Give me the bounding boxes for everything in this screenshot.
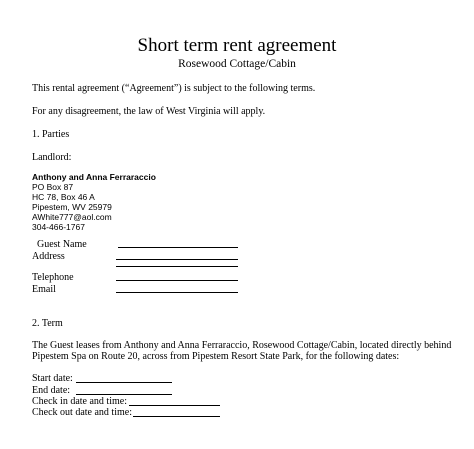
checkin-field[interactable] bbox=[129, 405, 220, 406]
email-label: Email bbox=[32, 284, 56, 295]
telephone-label: Telephone bbox=[32, 272, 74, 283]
landlord-name: Anthony and Anna Ferraraccio bbox=[32, 172, 156, 182]
end-date-field[interactable] bbox=[76, 394, 172, 395]
law-text: For any disagreement, the law of West Virginia will apply. bbox=[32, 106, 266, 117]
section-term-heading: 2. Term bbox=[32, 318, 63, 329]
address-field[interactable] bbox=[116, 259, 238, 260]
end-date-label: End date: bbox=[32, 385, 71, 396]
landlord-hc: HC 78, Box 46 A bbox=[32, 192, 95, 202]
start-date-field[interactable] bbox=[76, 382, 172, 383]
document-subtitle: Rosewood Cottage/Cabin bbox=[178, 58, 296, 70]
landlord-city: Pipestem, WV 25979 bbox=[32, 202, 112, 212]
email-field[interactable] bbox=[116, 292, 238, 293]
intro-text: This rental agreement (“Agreement”) is subject to the following terms. bbox=[32, 83, 316, 94]
guest-name-field[interactable] bbox=[118, 247, 238, 248]
checkout-label: Check out date and time: bbox=[32, 407, 132, 418]
address-field-line-2[interactable] bbox=[116, 266, 238, 267]
term-text-line-1: The Guest leases from Anthony and Anna Ferraraccio, Rosewood Cottage/Cabin, located directly behind bbox=[32, 340, 452, 351]
document-title: Short term rent agreement bbox=[137, 35, 337, 56]
start-date-label: Start date: bbox=[32, 373, 73, 384]
landlord-phone: 304-466-1767 bbox=[32, 222, 85, 232]
checkin-label: Check in date and time: bbox=[32, 396, 127, 407]
landlord-email: AWhite777@aol.com bbox=[32, 212, 112, 222]
telephone-field[interactable] bbox=[116, 280, 238, 281]
term-text-line-2: Pipestem Spa on Route 20, across from Pipestem Resort State Park, for the following dates: bbox=[32, 351, 400, 362]
address-label: Address bbox=[32, 251, 65, 262]
section-parties-heading: 1. Parties bbox=[32, 129, 70, 140]
guest-name-label: Guest Name bbox=[37, 239, 87, 250]
checkout-field[interactable] bbox=[133, 416, 220, 417]
landlord-label: Landlord: bbox=[32, 152, 72, 163]
landlord-po-box: PO Box 87 bbox=[32, 182, 74, 192]
